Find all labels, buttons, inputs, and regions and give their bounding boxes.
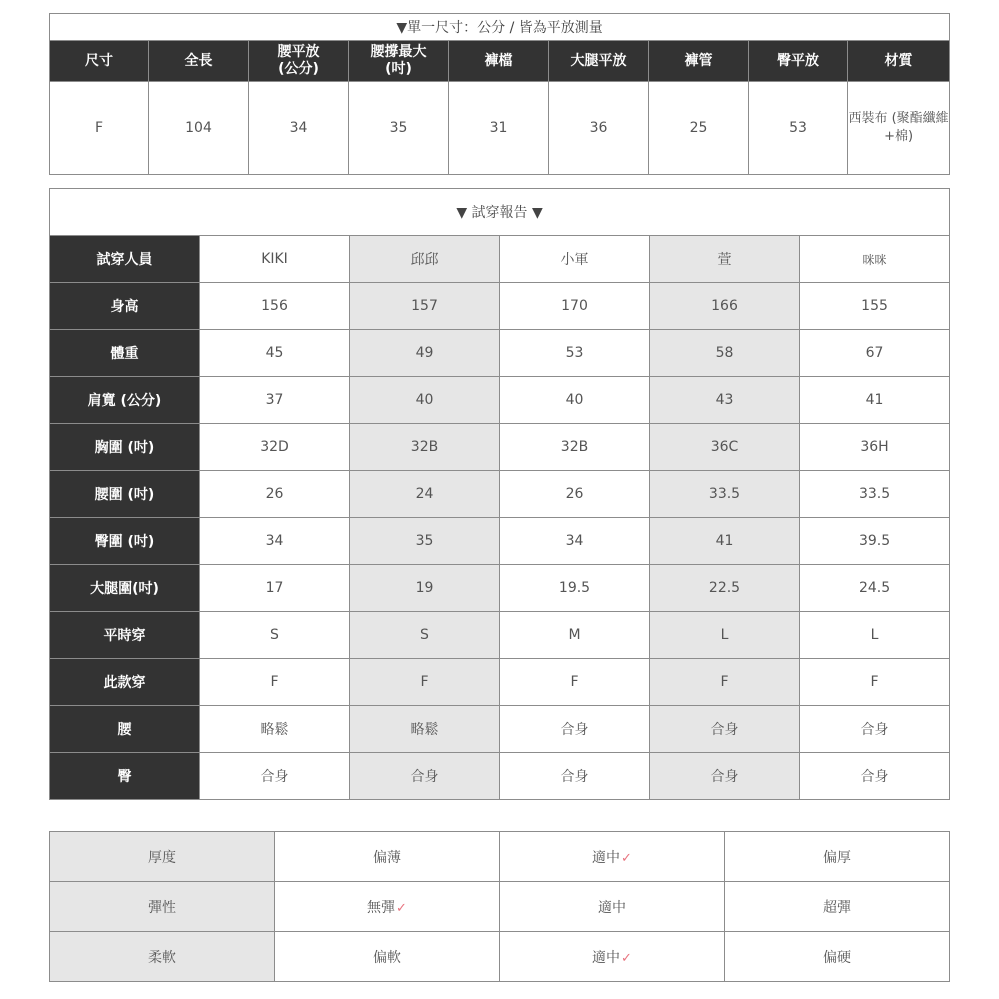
fit-report-body: [50, 236, 950, 800]
row-label: 肩寬 (公分): [50, 377, 200, 424]
option-label: 無彈: [367, 899, 396, 916]
report-value: 45: [200, 330, 350, 377]
report-value: 41: [800, 377, 950, 424]
report-value: 17: [200, 565, 350, 612]
size-header-cell: 腰平放 (公分): [249, 41, 349, 82]
fabric-row: [50, 882, 950, 932]
report-value: 67: [800, 330, 950, 377]
row-label: 平時穿: [50, 612, 200, 659]
fabric-option: [725, 832, 950, 882]
fabric-label: 柔軟: [50, 932, 275, 982]
fabric-label: 厚度: [50, 832, 275, 882]
fit-report-caption: ▼ 試穿報告 ▼: [50, 189, 950, 236]
option-label: 偏硬: [823, 949, 851, 966]
report-row: [50, 753, 950, 800]
report-value: 33.5: [800, 471, 950, 518]
report-value: 24: [350, 471, 500, 518]
report-value: 35: [350, 518, 500, 565]
report-value: 24.5: [800, 565, 950, 612]
fabric-option: [275, 832, 500, 882]
report-value: 36C: [650, 424, 800, 471]
report-value: 合身: [800, 753, 950, 800]
fabric-table: [49, 831, 950, 982]
size-value-cell: F: [50, 82, 149, 175]
report-row: [50, 330, 950, 377]
row-label: 腰: [50, 706, 200, 753]
report-value: 32B: [350, 424, 500, 471]
row-label: 腰圍 (吋): [50, 471, 200, 518]
row-label: 臀圍 (吋): [50, 518, 200, 565]
check-icon: ✓: [621, 950, 632, 966]
fabric-option: [500, 882, 725, 932]
check-icon: ✓: [396, 900, 407, 916]
report-value: 32B: [500, 424, 650, 471]
report-value: 37: [200, 377, 350, 424]
report-value: 22.5: [650, 565, 800, 612]
report-value: 合身: [650, 706, 800, 753]
report-value: 合身: [350, 753, 500, 800]
report-value: 26: [200, 471, 350, 518]
report-row: [50, 659, 950, 706]
fabric-option: [275, 932, 500, 982]
report-value: F: [200, 659, 350, 706]
size-header-row: [50, 41, 950, 82]
row-label: 臀: [50, 753, 200, 800]
row-label: 試穿人員: [50, 236, 200, 283]
fabric-label: 彈性: [50, 882, 275, 932]
tester-name: 邱邱: [350, 236, 500, 283]
size-value-cell: 36: [549, 82, 649, 175]
report-value: S: [350, 612, 500, 659]
size-header-cell: 大腿平放: [549, 41, 649, 82]
report-value: 36H: [800, 424, 950, 471]
size-table-caption: ▼單一尺寸：公分 / 皆為平放測量: [50, 14, 950, 41]
size-value-cell: 104: [149, 82, 249, 175]
report-value: 32D: [200, 424, 350, 471]
report-value: 58: [650, 330, 800, 377]
fabric-option: [725, 882, 950, 932]
report-value: S: [200, 612, 350, 659]
report-value: 49: [350, 330, 500, 377]
report-value: 19: [350, 565, 500, 612]
tester-name: 咪咪: [800, 236, 950, 283]
size-value-cell: 34: [249, 82, 349, 175]
report-value: 26: [500, 471, 650, 518]
report-value: L: [800, 612, 950, 659]
size-header-cell: 材質: [848, 41, 950, 82]
report-value: 53: [500, 330, 650, 377]
report-value: 41: [650, 518, 800, 565]
report-value: 合身: [200, 753, 350, 800]
option-label: 適中: [598, 899, 626, 916]
size-header-cell: 臀平放: [749, 41, 848, 82]
report-value: 34: [500, 518, 650, 565]
option-label: 超彈: [823, 899, 851, 916]
tester-name: KIKI: [200, 236, 350, 283]
report-value: 33.5: [650, 471, 800, 518]
size-header-cell: 尺寸: [50, 41, 149, 82]
report-value: 157: [350, 283, 500, 330]
tester-name: 萱: [650, 236, 800, 283]
fabric-option: [275, 882, 500, 932]
report-value: 34: [200, 518, 350, 565]
size-value-cell: 53: [749, 82, 848, 175]
row-label: 胸圍 (吋): [50, 424, 200, 471]
option-label: 偏薄: [373, 849, 401, 866]
report-value: 40: [500, 377, 650, 424]
report-value: M: [500, 612, 650, 659]
tester-row: [50, 236, 950, 283]
fabric-row: [50, 932, 950, 982]
report-value: F: [500, 659, 650, 706]
report-value: 19.5: [500, 565, 650, 612]
report-value: 合身: [500, 753, 650, 800]
report-row: [50, 424, 950, 471]
row-label: 體重: [50, 330, 200, 377]
report-value: L: [650, 612, 800, 659]
report-value: 合身: [650, 753, 800, 800]
size-table: [49, 13, 950, 175]
size-header-cell: 腰撐最大 (吋): [349, 41, 449, 82]
size-value-cell: 31: [449, 82, 549, 175]
report-value: 略鬆: [350, 706, 500, 753]
report-row: [50, 706, 950, 753]
report-value: 43: [650, 377, 800, 424]
report-value: F: [350, 659, 500, 706]
fabric-option: [725, 932, 950, 982]
report-value: 156: [200, 283, 350, 330]
report-value: 170: [500, 283, 650, 330]
report-row: [50, 612, 950, 659]
option-label: 適中: [592, 949, 621, 966]
size-header-cell: 褲管: [649, 41, 749, 82]
option-label: 適中: [592, 849, 621, 866]
report-value: F: [800, 659, 950, 706]
row-label: 大腿圍(吋): [50, 565, 200, 612]
tester-name: 小軍: [500, 236, 650, 283]
option-label: 偏軟: [373, 949, 401, 966]
report-value: 166: [650, 283, 800, 330]
size-value-cell: 35: [349, 82, 449, 175]
fabric-option: [500, 932, 725, 982]
material-cell: 西裝布 (聚酯纖維+棉): [848, 82, 950, 175]
check-icon: ✓: [621, 850, 632, 866]
fabric-row: [50, 832, 950, 882]
report-value: 合身: [800, 706, 950, 753]
report-row: [50, 283, 950, 330]
fit-report-table: [49, 188, 950, 800]
size-value-cell: 25: [649, 82, 749, 175]
size-header-cell: 褲檔: [449, 41, 549, 82]
row-label: 此款穿: [50, 659, 200, 706]
report-value: 合身: [500, 706, 650, 753]
report-value: 略鬆: [200, 706, 350, 753]
report-value: F: [650, 659, 800, 706]
report-row: [50, 377, 950, 424]
report-row: [50, 565, 950, 612]
fabric-body: [50, 832, 950, 982]
report-row: [50, 518, 950, 565]
report-value: 39.5: [800, 518, 950, 565]
size-header-cell: 全長: [149, 41, 249, 82]
row-label: 身高: [50, 283, 200, 330]
fabric-option: [500, 832, 725, 882]
size-value-row: [50, 82, 950, 175]
report-value: 40: [350, 377, 500, 424]
report-value: 155: [800, 283, 950, 330]
option-label: 偏厚: [823, 849, 851, 866]
report-row: [50, 471, 950, 518]
